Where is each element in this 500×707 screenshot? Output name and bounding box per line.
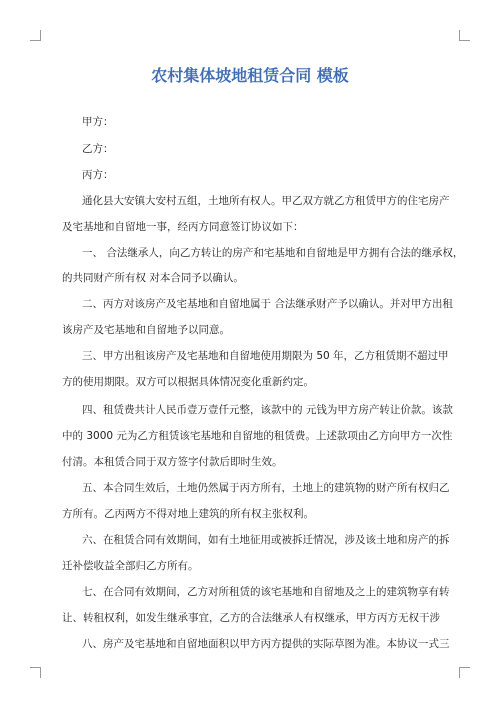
clause-1-line-1: 一、 合法继承人，向乙方转让的房产和宅基地和自留地是甲方拥有合法的继承权， [82,247,464,259]
party-c-label: 丙方： [82,169,114,181]
clause-4-line-1: 四、租赁费共计人民币壹万壹仟元整，该款中的 元钱为甲方房产转让价款。该款 [82,404,453,416]
party-a-label: 甲方： [82,116,114,128]
clause-3-line-1: 三、甲方出租该房产及宅基地和自留地使用期限为 50 年，乙方租赁期不超过甲 [82,350,449,362]
page-corner-mark-top-right [459,30,470,41]
clause-2-line-2: 该房产及宅基地和自留地予以同意。 [62,324,230,336]
clause-2-line-1: 二、丙方对该房产及宅基地和自留地属于 合法继承财产予以确认。并对甲方出租 [82,298,453,310]
clause-7-line-1: 七、在合同有效期间，乙方对所租赁的该宅基地和自留地及之上的建筑物享有转 [82,586,450,598]
clause-4-line-2: 中的 3000 元为乙方租赁该宅基地和自留地的租赁费。上述款项由乙方向甲方一次性 [62,430,453,442]
page-corner-mark-bottom-left [30,667,41,678]
party-b-label: 乙方： [82,143,114,155]
clause-1-line-2: 的共同财产所有权 对本合同予以确认。 [62,272,244,284]
intro-line-1: 通化县大安镇大安村五组，土地所有权人。甲乙双方就乙方租赁甲方的住宅房产 [82,195,450,207]
clause-3-line-2: 方的使用期限。双方可以根据具体情况变化重新约定。 [62,376,314,388]
page-corner-mark-top-left [30,30,41,41]
clause-6-line-1: 六、在租赁合同有效期间，如有土地征用或被拆迁情况，涉及该土地和房产的拆 [82,534,450,546]
clause-4-line-3: 付清。本租赁合同于双方签字付款后即时生效。 [62,456,283,468]
clause-5-line-1: 五、本合同生效后，土地仍然属于丙方所有，土地上的建筑物的财产所有权归乙 [82,482,450,494]
clause-7-line-2: 让、转租权利，如发生继承事宜，乙方的合法继承人有权继承，甲方丙方无权干涉 [62,612,440,624]
clause-6-line-2: 迁补偿收益全部归乙方所有。 [62,560,199,572]
page-corner-mark-bottom-right [459,667,470,678]
clause-5-line-2: 方所有。乙丙两方不得对地上建筑的所有权主张权利。 [62,508,314,520]
intro-line-2: 及宅基地和自留地一事，经丙方同意签订协议如下： [62,221,304,233]
clause-8-line-1: 八、房产及宅基地和自留地面积以甲方丙方提供的实际草图为准。本协议一式三 [82,638,450,650]
document-title: 农村集体坡地租赁合同 模板 [151,66,349,85]
